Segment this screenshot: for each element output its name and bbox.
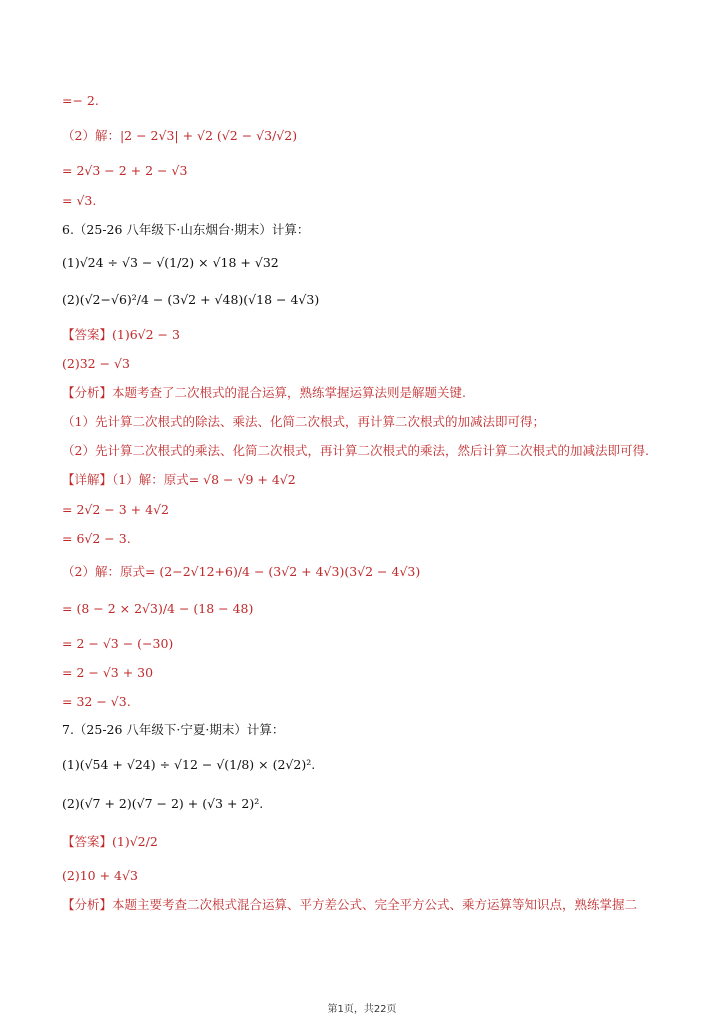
detail-line: = (8 − 2 × 2√3)/4 − (18 − 48) — [62, 601, 254, 616]
analysis-line: 【分析】本题主要考查二次根式混合运算、平方差公式、完全平方公式、乘方运算等知识点，熟练掌握二 — [62, 897, 638, 912]
answer-line: 【答案】(1)√2/2 — [62, 834, 158, 849]
solution-line: （2）解：|2 − 2√3| + √2 (√2 − √3/√2) — [62, 128, 298, 143]
solution-line: =− 2. — [62, 93, 99, 108]
question-part: (1)√24 ÷ √3 − √(1/2) × √18 + √32 — [62, 255, 279, 270]
detail-line: = 6√2 − 3. — [62, 531, 131, 546]
solution-line: = 2√3 − 2 + 2 − √3 — [62, 163, 188, 178]
question-heading: 6.（25-26 八年级下·山东烟台·期末）计算： — [62, 222, 310, 237]
question-part: (2)(√2−√6)²/4 − (3√2 + √48)(√18 − 4√3) — [62, 292, 320, 307]
detail-line: = 2√2 − 3 + 4√2 — [62, 502, 169, 517]
question-heading: 7.（25-26 八年级下·宁夏·期末）计算： — [62, 722, 285, 737]
detail-line: （2）解：原式= (2−2√12+6)/4 − (3√2 + 4√3)(3√2 − 4√3) — [62, 564, 421, 579]
page-footer: 第1页，共22页 — [327, 1004, 397, 1015]
detail-line: = 32 − √3. — [62, 694, 131, 709]
analysis-line: （2）先计算二次根式的乘法、化简二次根式，再计算二次根式的乘法，然后计算二次根式的加减法即可得. — [62, 443, 649, 458]
answer-line: (2)32 − √3 — [62, 356, 130, 371]
question-part: (1)(√54 + √24) ÷ √12 − √(1/8) × (2√2)². — [62, 757, 316, 772]
analysis-line: 【分析】本题考查了二次根式的混合运算，熟练掌握运算法则是解题关键. — [62, 385, 466, 400]
analysis-line: （1）先计算二次根式的除法、乘法、化简二次根式，再计算二次根式的加减法即可得； — [62, 414, 545, 429]
detail-line: 【详解】（1）解：原式= √8 − √9 + 4√2 — [62, 472, 296, 487]
detail-line: = 2 − √3 − (−30) — [62, 636, 174, 651]
solution-line: = √3. — [62, 193, 97, 208]
answer-line: 【答案】(1)6√2 − 3 — [62, 327, 180, 342]
answer-line: (2)10 + 4√3 — [62, 868, 138, 883]
detail-line: = 2 − √3 + 30 — [62, 665, 154, 680]
question-part: (2)(√7 + 2)(√7 − 2) + (√3 + 2)². — [62, 796, 264, 811]
